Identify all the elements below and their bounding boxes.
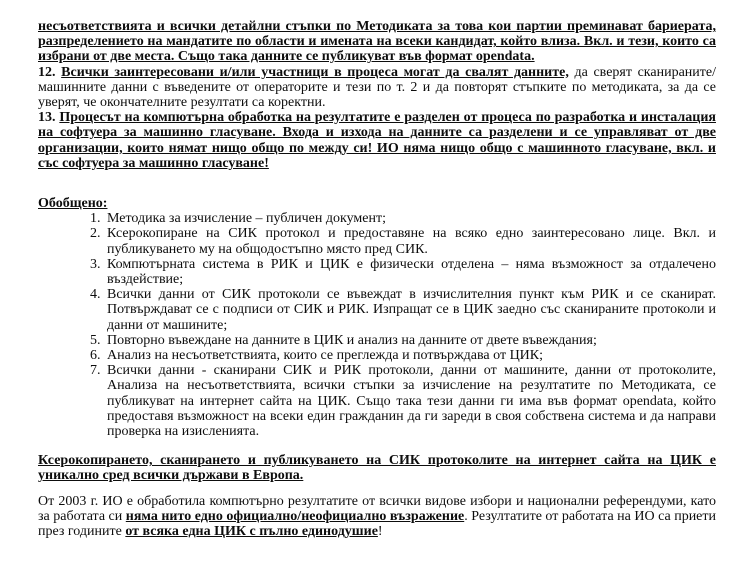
closing-emphasis-unanimity: от всяка една ЦИК с пълно единодушие — [125, 524, 378, 540]
closing-emphasis-objections: няма нито едно официално/неофициално възражение — [125, 508, 465, 524]
summary-item-7: 7. Всички данни - сканирани СИК и РИК протоколи, данни от машините, данни от протоколите, Анализа на несъответствията, всички стъпки за изчисление на резултатите по Методиката, се публикуват на интернет сайта на ЦИК. Също така тези данни ги има във формат opendata, който предоставя възможност на всеки един гражданин да ги зареди в своя собствена система и да направи проверка на изисленията. — [104, 363, 716, 439]
summary-heading: Обобщено: — [38, 196, 108, 212]
point-12-emphasis: Всички заинтересовани и/или участници в процеса могат да свалят данните, — [61, 64, 569, 80]
summary-item-5: 5. Повторно въвеждане на данните в ЦИК и анализ на данните от двете въвеждания; — [104, 333, 716, 348]
closing-lead: От 2003 г. ИО е обработила компютърно резултатите от всички видове избори и национални референдуми, като за работата си — [38, 493, 716, 524]
point-12-text: да сверят сканираните/машинните данни с въведените от операторите и тези по т. 2 и да повторят стъпките по методиката, за да се уверят, че окончателните резултати са коректни. — [38, 64, 717, 111]
summary-item-2: 2. Ксерокопиране на СИК протокол и предоставяне на всяко едно заинтересовано лице. Вкл. и публикуването му на общодостъпно място пред СИК. — [104, 226, 716, 256]
numbered-point-13 — [38, 110, 716, 171]
closing-paragraph — [38, 494, 716, 540]
intro-paragraph: несъответствията и всички детайлни стъпки по Методиката за това кои партии преминават бариерата, разпределението на мандатите по области и имената на всеки кандидат, който влиза. Вкл. и тези, които са избрани от две места. Също така данните се публикуват във формат opendata. — [38, 19, 716, 65]
point-12-number: 12. — [38, 64, 56, 80]
summary-list — [38, 211, 716, 439]
point-13-number: 13. — [38, 110, 56, 126]
unique-statement: Ксерокопирането, сканирането и публикуването на СИК протоколите на интернет сайта на ЦИК е уникално сред всички държави в Европа. — [38, 453, 716, 484]
point-13-emphasis: Процесът на компютърна обработка на резултатите е разделен от процеса по разработка и инсталация на софтуера за машинно гласуване. Входа и изхода на данните са разделени и се управляват от две организации, които нямат нищо общо по между си! ИО няма нищо общо с машинното гласуване, вкл. и със софтуера за машинно гласуване! — [38, 110, 716, 171]
numbered-point-12 — [38, 65, 716, 111]
closing-middle: . Резултатите от работата на ИО са приети през годините — [38, 508, 717, 540]
summary-item-6: 6. Анализ на несъответствията, които се преглежда и потвърждава от ЦИК; — [104, 348, 716, 363]
closing-tail: ! — [377, 524, 383, 540]
summary-item-1: 1. Методика за изчисление – публичен документ; — [104, 211, 716, 226]
summary-item-3: 3. Компютърната система в РИК и ЦИК е физически отделена – няма възможност за отдалечено въздействие; — [104, 257, 716, 287]
summary-item-4: 4. Всички данни от СИК протоколи се въвеждат в изчислителния пункт към РИК и се сканират. Потвърждават се с подписи от СИК и РИК. Изпращат се в ЦИК заедно със сканираните протоколи и данни от машините; — [104, 287, 716, 333]
